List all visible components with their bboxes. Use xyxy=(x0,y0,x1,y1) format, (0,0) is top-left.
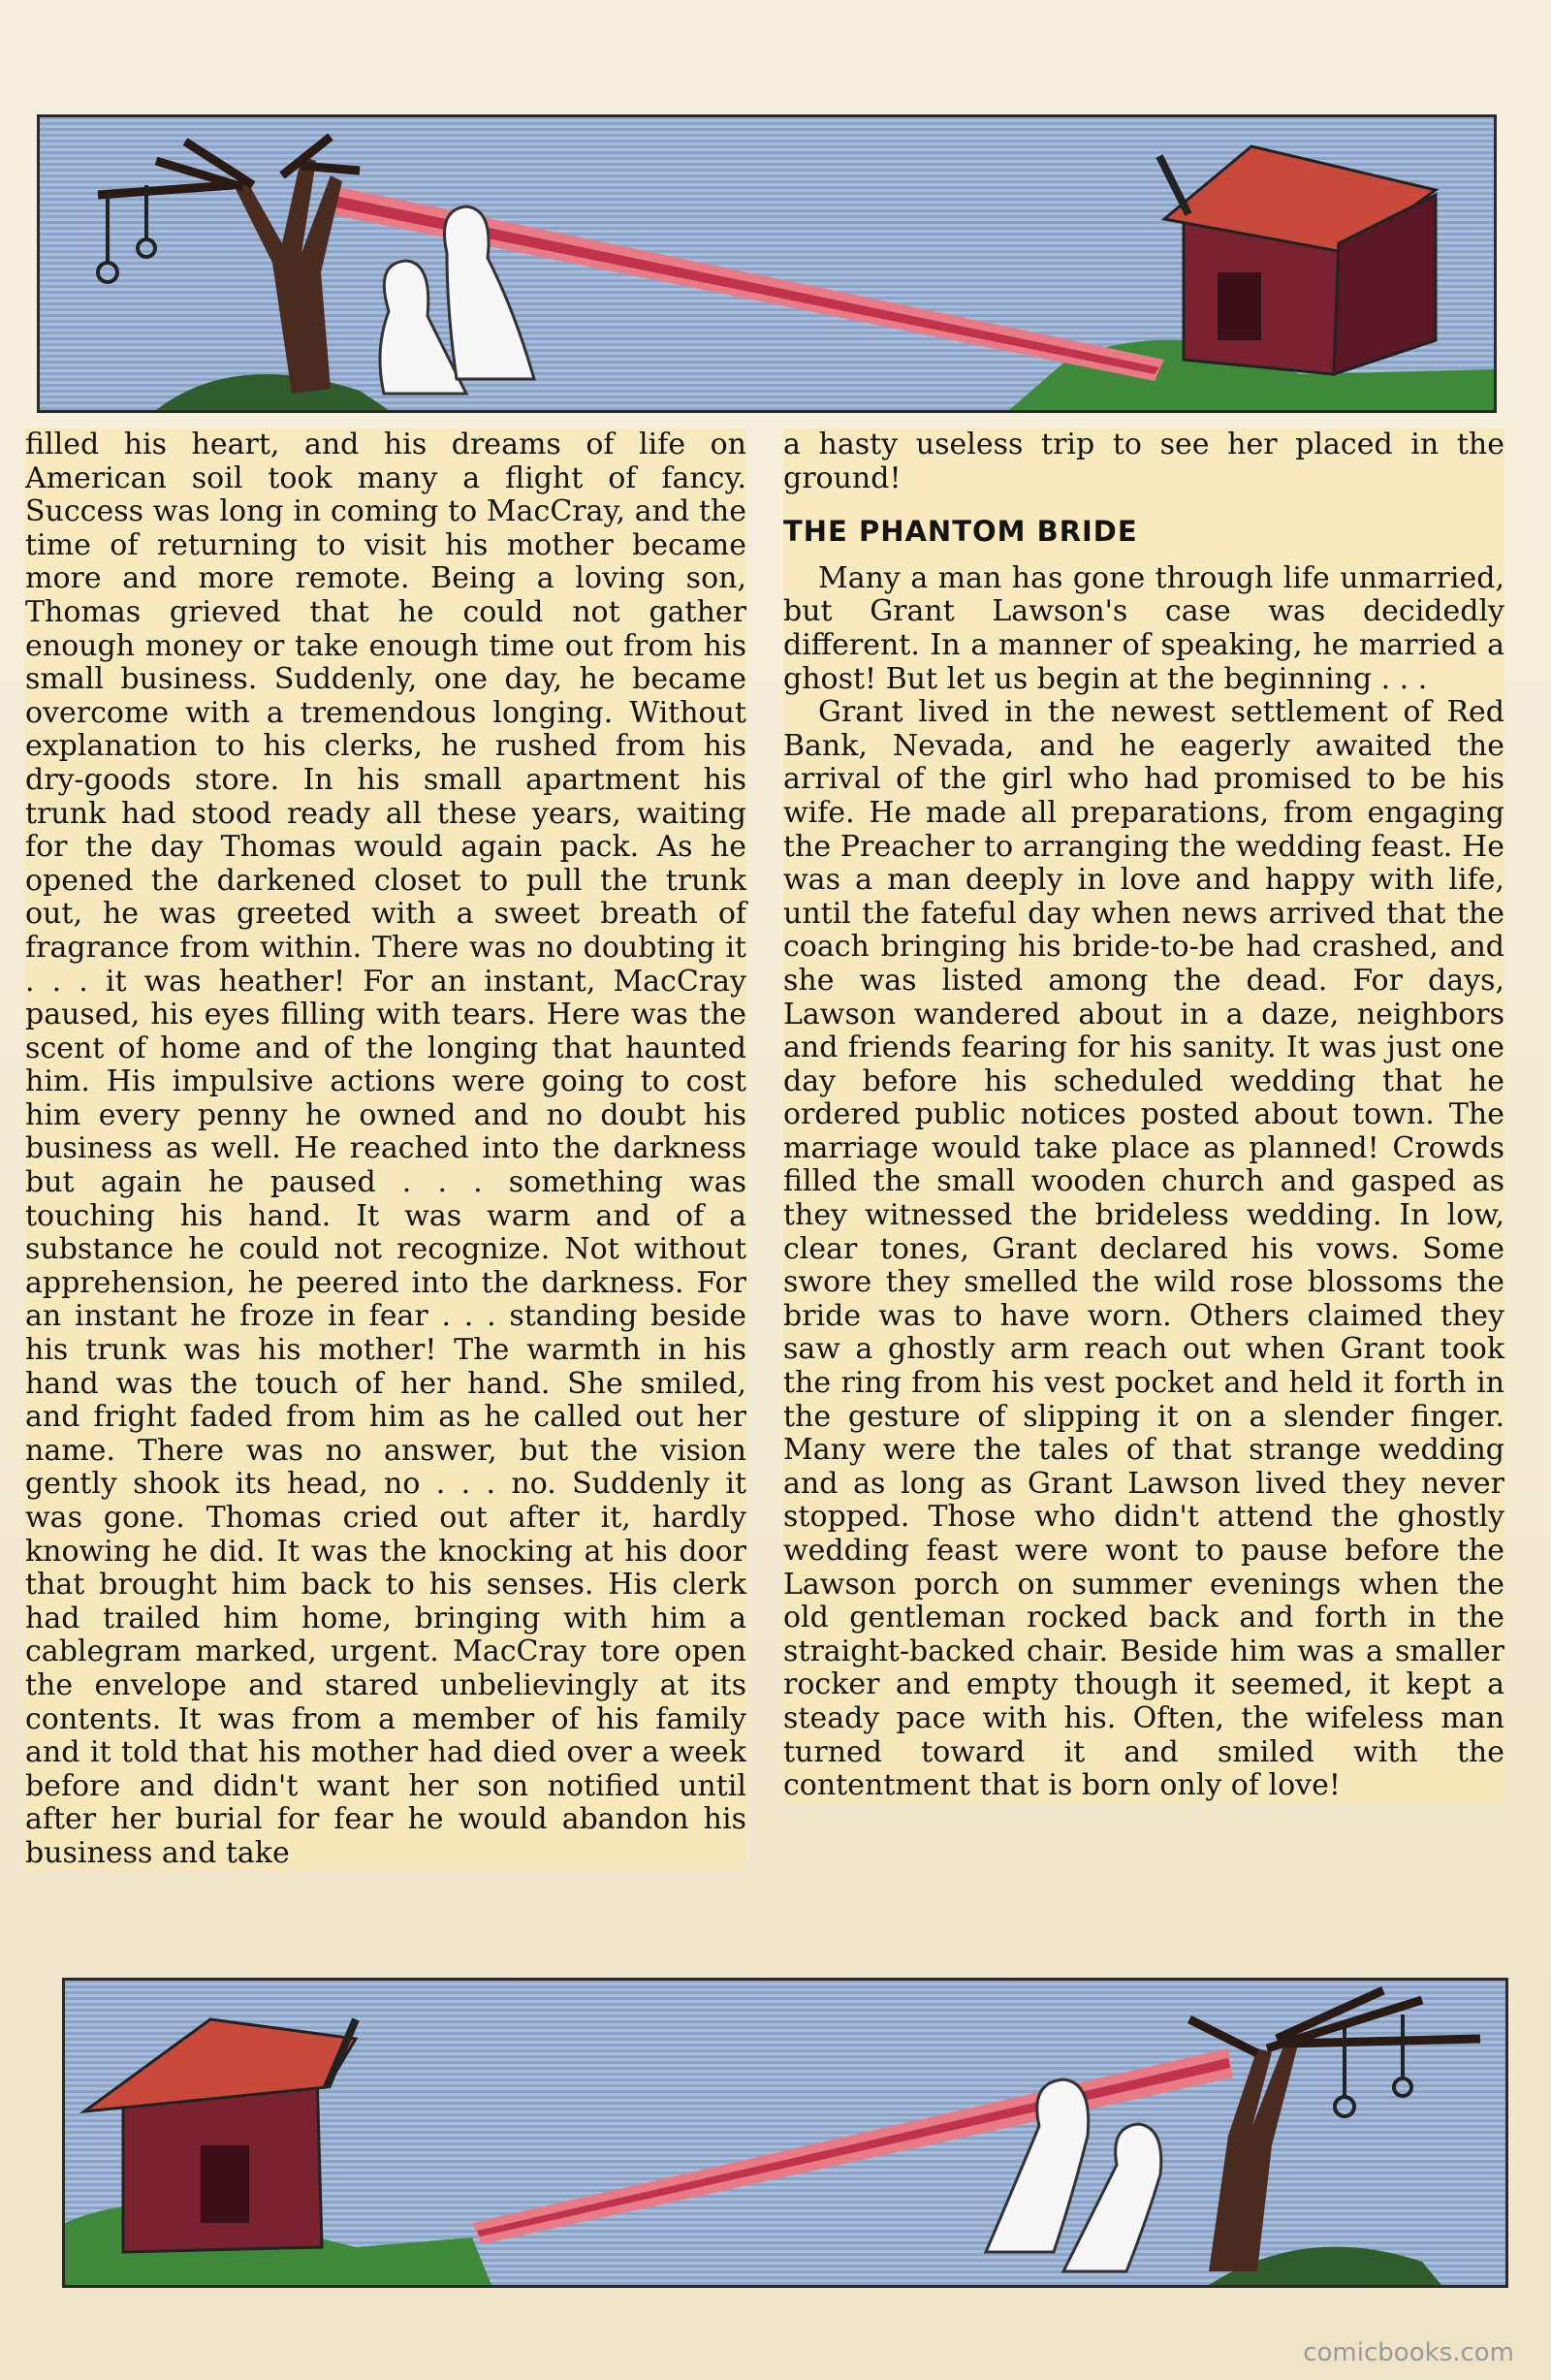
site-watermark: comicbooks.com xyxy=(1303,2338,1514,2367)
left-text-column xyxy=(25,428,746,1871)
top-illustration-panel xyxy=(37,114,1497,413)
story-paragraph: Many a man has gone through life unmarried, but Grant Lawson's case was decidedly different. In a manner of speaking, he married a ghost! But let us begin at the beginning . . . xyxy=(783,560,1504,696)
story-paragraph: filled his heart, and his dreams of life on American soil took many a flight of fancy. Success was long in coming to MacCray, and the time of returning to visit his mother became more and more remote. Being a loving son, Thomas grieved that he could not gather enough money or take enough time out from his small business. Suddenly, one day, he became overcome with a tremendous longing. Without explanation to his clerks, he rushed from his dry-goods store. In his small apartment his trunk had stood ready all these years, waiting for the day Thomas would again pack. As he opened the darkened closet to pull the trunk out, he was greeted with a sweet breath of fragrance from within. There was no doubting it . . . it was heather! For an instant, MacCray paused, his eyes filling with tears. Here was the scent of home and of the longing that haunted him. His impulsive actions were going to cost him every penny he owned and no doubt his business as well. He reached into the darkness but again he paused . . . something was touching his hand. It was warm and of a substance he could not recognize. Not without apprehension, he peered into the darkness. For an instant he froze in fear . . . standing beside his trunk was his mother! The warmth in his hand was the touch of her hand. She smiled, and fright faded from him as he called out her name. There was no answer, but the vision gently shook its head, no . . . no. Suddenly it was gone. Thomas cried out after it, hardly knowing he did. It was the knocking at his door that brought him back to his senses. His clerk had trailed him home, bringing with him a cablegram marked, urgent. MacCray tore open the envelope and stared unbelievingly at its contents. It was from a member of his family and it told that his mother had died over a week before and didn't want her son notified until after her burial for fear he would abandon his business and take xyxy=(25,428,746,1870)
story-paragraph: Grant lived in the newest settlement of Red Bank, Nevada, and he eagerly awaited the arrival of the girl who had promised to be his wife. He made all preparations, from engaging the Preacher to arranging the wedding feast. He was a man deeply in love and happy with life, until the fateful day when news arrived that the coach bringing his bride-to-be had crashed, and she was listed among the dead. For days, Lawson wandered about in a daze, neighbors and friends fearing for his sanity. It was just one day before his scheduled wedding that he ordered public notices posted about town. The marriage would take place as planned! Crowds filled the small wooden church and gasped as they witnessed the brideless wedding. In low, clear tones, Grant declared his vows. Some swore they smelled the wild rose blossoms the bride was to have worn. Others claimed they saw a ghostly arm reach out when Grant took the ring from his vest pocket and held it forth in the gesture of slipping it on a slender finger. Many were the tales of that strange wedding and as long as Grant Lawson lived they never stopped. Those who didn't attend the ghostly wedding feast were wont to pause before the Lawson porch on summer evenings when the old gentleman rocked back and forth in the straight-backed chair. Beside him was a smaller rocker and empty though it seemed, it kept a steady pace with his. Often, the wifeless man turned toward it and smiled with the contentment that is born only of love! xyxy=(783,695,1504,1803)
section-heading: THE PHANTOM BRIDE xyxy=(783,515,1138,549)
haunted-cabin-ghosts-icon xyxy=(40,117,1494,410)
bottom-illustration-panel xyxy=(62,1978,1508,2288)
right-text-column xyxy=(783,428,1504,1803)
haunted-cabin-ghosts-icon xyxy=(65,1981,1505,2285)
story-paragraph: a hasty useless trip to see her placed in the ground! xyxy=(783,428,1504,495)
